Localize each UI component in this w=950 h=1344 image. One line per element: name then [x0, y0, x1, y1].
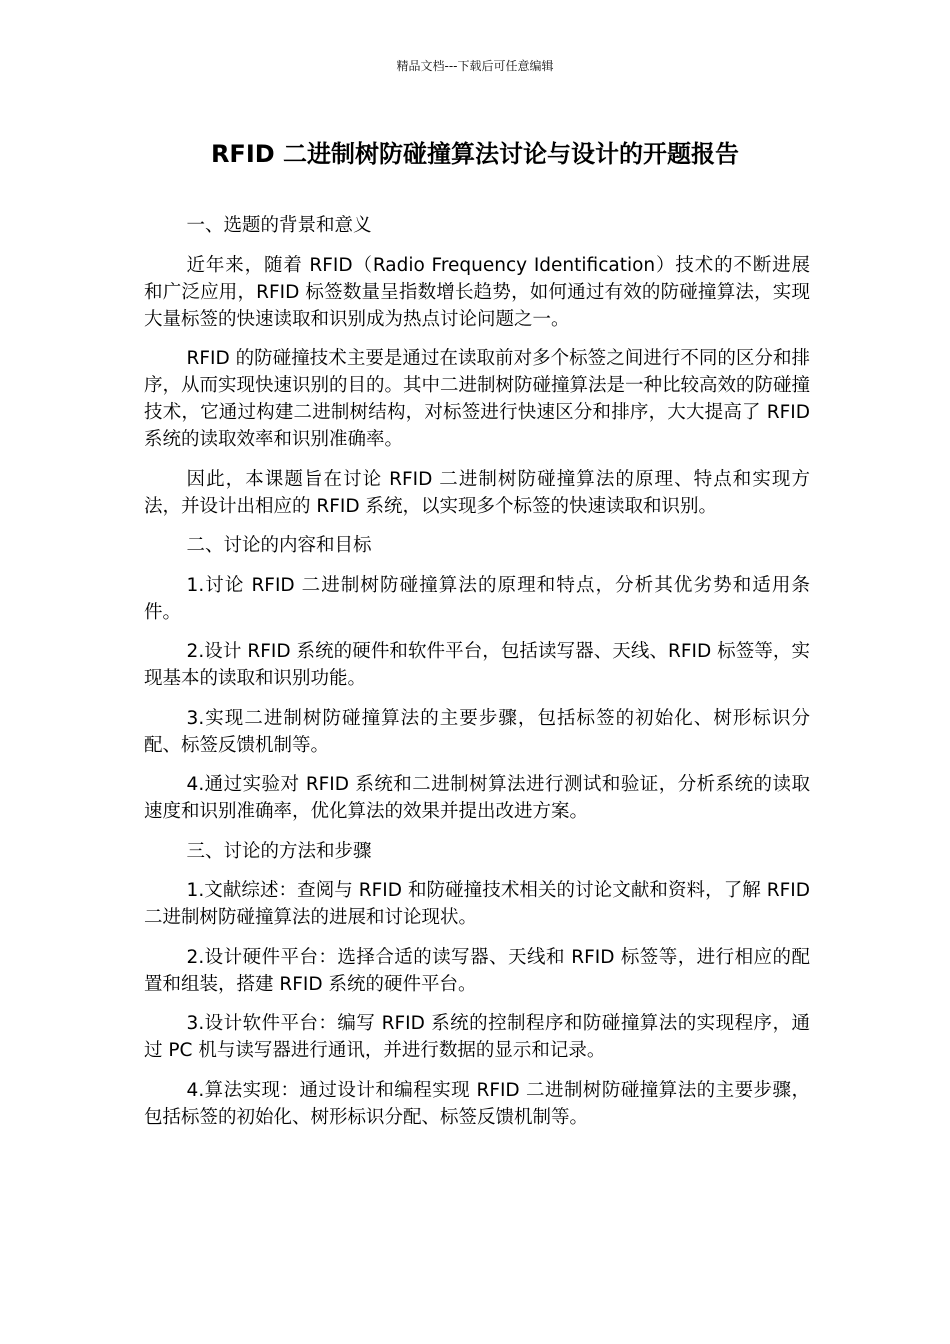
- list-item-methods-2: 2.设计硬件平台：选择合适的读写器、天线和 RFID 标签等，进行相应的配置和组装，搭建 RFID 系统的硬件平台。: [144, 946, 810, 995]
- paragraph-background-1: 近年来，随着 RFID（Radio Frequency Identification）技术的不断进展和广泛应用，RFID 标签数量呈指数增长趋势，如何通过有效的防碰撞算法，实现大量标签的快速读取和识别成为热点讨论问题之一。: [144, 254, 810, 330]
- header-note: 精品文档---下载后可任意编辑: [396, 59, 554, 73]
- list-item-methods-4: 4.算法实现：通过设计和编程实现 RFID 二进制树防碰撞算法的主要步骤，包括标签的初始化、树形标识分配、标签反馈机制等。: [144, 1079, 810, 1128]
- paragraph-background-2: RFID 的防碰撞技术主要是通过在读取前对多个标签之间进行不同的区分和排序，从而实现快速识别的目的。其中二进制树防碰撞算法是一种比较高效的防碰撞技术，它通过构建二进制树结构，对标签进行快速区分和排序，大大提高了 RFID 系统的读取效率和识别准确率。: [144, 348, 811, 450]
- document-title: RFID 二进制树防碰撞算法讨论与设计的开题报告: [210, 140, 740, 168]
- paragraph-background-3: 因此，本课题旨在讨论 RFID 二进制树防碰撞算法的原理、特点和实现方法，并设计出相应的 RFID 系统，以实现多个标签的快速读取和识别。: [144, 468, 810, 517]
- list-item-content-3: 3.实现二进制树防碰撞算法的主要步骤，包括标签的初始化、树形标识分配、标签反馈机制等。: [144, 707, 810, 756]
- section-heading-content: 二、讨论的内容和目标: [186, 535, 372, 556]
- section-heading-methods: 三、讨论的方法和步骤: [186, 840, 372, 862]
- list-item-methods-1: 1.文献综述：查阅与 RFID 和防碰撞技术相关的讨论文献和资料，了解 RFID 二进制树防碰撞算法的进展和讨论现状。: [144, 880, 810, 928]
- list-item-content-4: 4.通过实验对 RFID 系统和二进制树算法进行测试和验证，分析系统的读取速度和识别准确率，优化算法的效果并提出改进方案。: [144, 774, 810, 822]
- document-body: [144, 212, 810, 1143]
- section-heading-background: 一、选题的背景和意义: [186, 215, 372, 236]
- list-item-content-1: 1.讨论 RFID 二进制树防碰撞算法的原理和特点，分析其优劣势和适用条件。: [144, 574, 810, 623]
- list-item-methods-3: 3.设计软件平台：编写 RFID 系统的控制程序和防碰撞算法的实现程序，通过 PC 机与读写器进行通讯，并进行数据的显示和记录。: [144, 1013, 810, 1061]
- list-item-content-2: 2.设计 RFID 系统的硬件和软件平台，包括读写器、天线、RFID 标签等，实现基本的读取和识别功能。: [144, 641, 810, 689]
